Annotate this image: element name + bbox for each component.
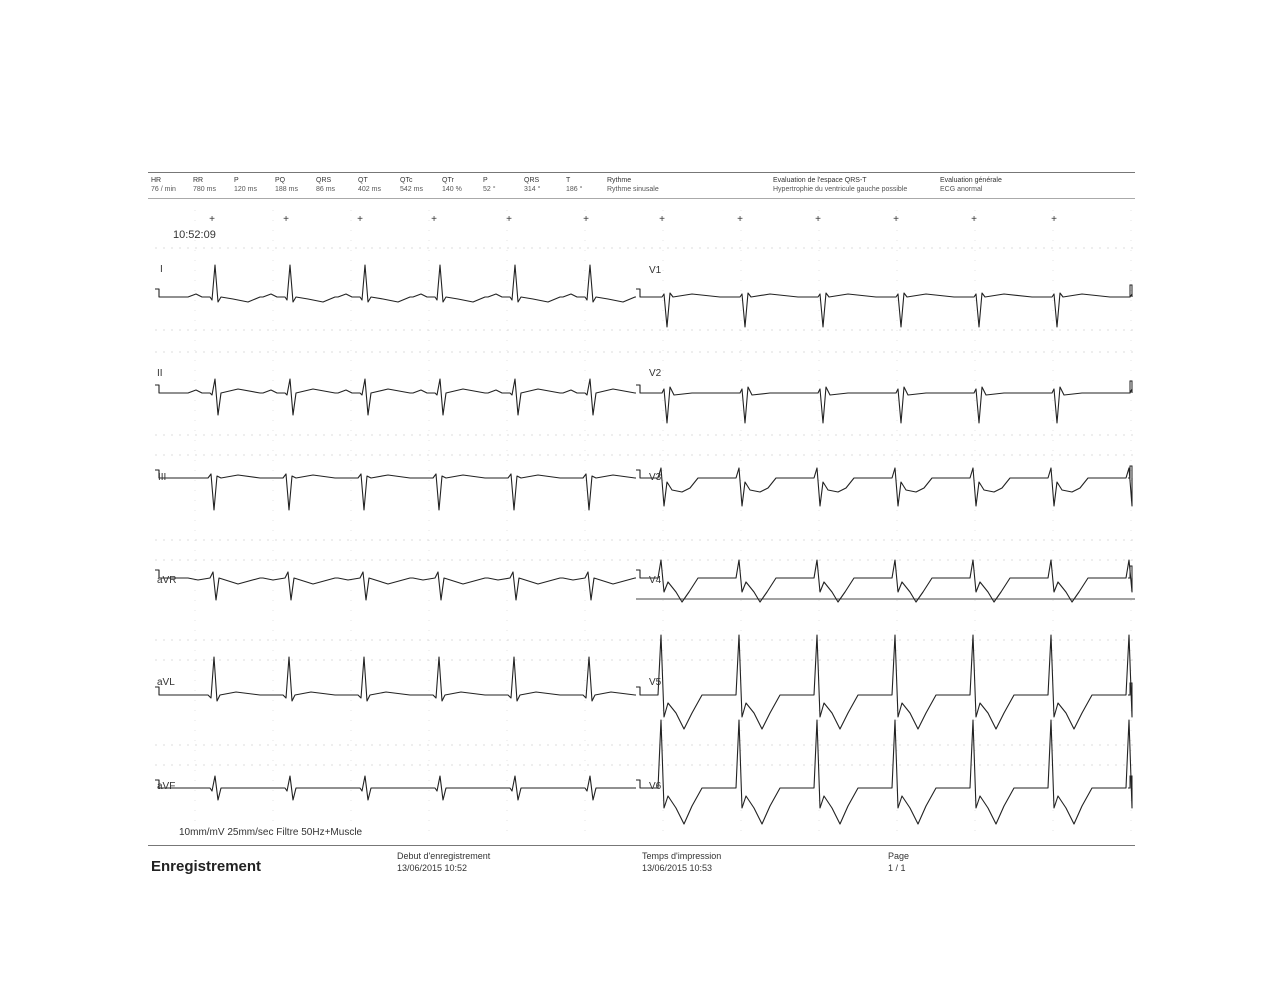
footer-page xyxy=(888,850,909,874)
measurement-label: QRS xyxy=(316,177,332,184)
measurement-label: T xyxy=(566,177,571,184)
lead-label-v6: V6 xyxy=(649,781,662,792)
ecg-trace-i xyxy=(155,265,636,302)
lead-label-avf: aVF xyxy=(157,781,176,792)
lead-label-i: I xyxy=(160,264,163,275)
rhythm-value: Rythme sinusale xyxy=(607,186,659,193)
footer-print-label: Temps d'impression xyxy=(642,851,722,861)
measurement-value: 52 ° xyxy=(483,186,496,193)
beat-marker: + xyxy=(815,214,821,225)
ecg-trace-v2 xyxy=(636,385,1132,423)
ecg-trace-avl xyxy=(155,657,636,701)
ecg-trace-iii xyxy=(155,470,636,510)
footer-start-label: Debut d'enregistrement xyxy=(397,851,491,861)
measurement-value: 780 ms xyxy=(193,186,216,193)
beat-marker: + xyxy=(893,214,899,225)
beat-marker: + xyxy=(583,214,589,225)
footer-page-label: Page xyxy=(888,851,910,861)
recording-settings: 10mm/mV 25mm/sec Filtre 50Hz+Muscle xyxy=(179,827,363,838)
st-evaluation-label: Evaluation de l'espace QRS-T xyxy=(773,177,867,184)
measurement-value: 76 / min xyxy=(151,186,176,193)
measurement-label: QTc xyxy=(400,177,413,184)
general-evaluation-value: ECG anormal xyxy=(940,186,983,193)
measurement-value: 140 % xyxy=(442,186,462,193)
lead-label-v3: V3 xyxy=(649,472,662,483)
footer-title: Enregistrement xyxy=(151,858,262,875)
measurement-label: PQ xyxy=(275,177,286,184)
measurement-value: 542 ms xyxy=(400,186,423,193)
lead-label-v1: V1 xyxy=(649,265,662,276)
calibration-pulse xyxy=(1128,566,1132,578)
measurement-label: QT xyxy=(358,177,368,184)
recording-timestamp: 10:52:09 xyxy=(173,229,216,241)
general-evaluation-label: Evaluation générale xyxy=(940,177,1002,184)
measurement-value: 86 ms xyxy=(316,186,336,193)
lead-label-ii: II xyxy=(157,368,163,379)
ecg-trace-avr xyxy=(155,570,636,600)
measurement-label: RR xyxy=(193,177,204,184)
measurement-value: 188 ms xyxy=(275,186,298,193)
beat-marker: + xyxy=(506,214,512,225)
ecg-trace-v6 xyxy=(636,720,1132,824)
measurement-label: P xyxy=(483,177,488,184)
beat-marker: + xyxy=(357,214,363,225)
beat-marker: + xyxy=(971,214,977,225)
footer-start-value: 13/06/2015 10:52 xyxy=(397,863,468,873)
footer-print xyxy=(642,850,721,874)
ecg-trace-avf xyxy=(155,776,636,800)
measurement-value: 120 ms xyxy=(234,186,257,193)
footer-rule xyxy=(148,845,1135,846)
beat-marker: + xyxy=(659,214,665,225)
measurement-label: QRS xyxy=(524,177,540,184)
st-evaluation-value: Hypertrophie du ventricule gauche possible xyxy=(773,186,908,193)
lead-label-v5: V5 xyxy=(649,677,662,688)
lead-label-avl: aVL xyxy=(157,677,175,688)
beat-marker: + xyxy=(431,214,437,225)
lead-label-v2: V2 xyxy=(649,368,662,379)
measurement-value: 186 ° xyxy=(566,186,583,193)
beat-marker: + xyxy=(1051,214,1057,225)
beat-marker: + xyxy=(283,214,289,225)
ecg-trace-v1 xyxy=(636,289,1132,327)
rhythm-label: Rythme xyxy=(607,177,632,184)
footer-print-value: 13/06/2015 10:53 xyxy=(642,863,713,873)
lead-label-avr: aVR xyxy=(157,575,177,586)
beat-marker: + xyxy=(737,214,743,225)
ecg-trace-ii xyxy=(155,379,636,415)
measurement-label: QTr xyxy=(442,177,454,184)
ecg-trace-v4 xyxy=(636,560,1132,602)
measurement-label: HR xyxy=(151,177,162,184)
beat-marker: + xyxy=(209,214,215,225)
measurement-value: 402 ms xyxy=(358,186,381,193)
measurement-value: 314 ° xyxy=(524,186,541,193)
lead-label-iii: III xyxy=(158,472,167,483)
lead-label-v4: V4 xyxy=(649,575,662,586)
ecg-trace-v5 xyxy=(636,635,1132,729)
measurement-label: P xyxy=(234,177,239,184)
footer-page-value: 1 / 1 xyxy=(888,863,906,873)
ecg-trace-v3 xyxy=(636,468,1132,506)
footer-start xyxy=(397,850,490,874)
